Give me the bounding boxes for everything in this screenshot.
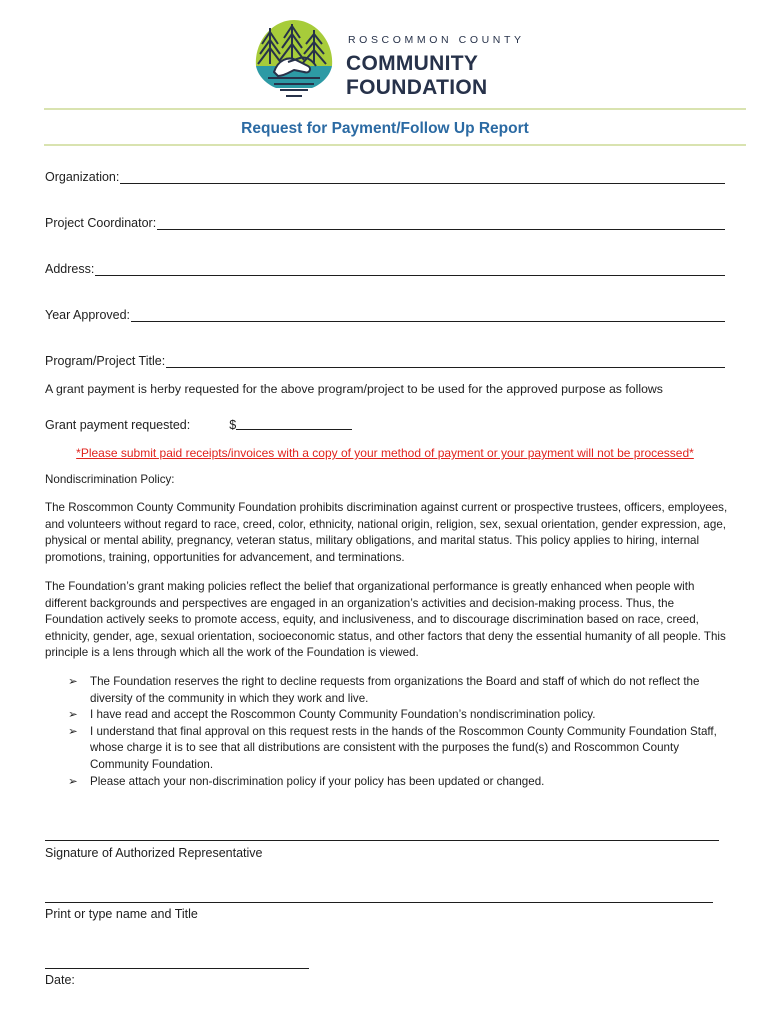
policy-heading: Nondiscrimination Policy: [45, 473, 175, 486]
program-title-input-line[interactable] [166, 355, 725, 368]
foundation-logo [248, 14, 528, 100]
request-statement: A grant payment is herby requested for the above program/project to be used for the approved purpose as follows [45, 382, 663, 396]
grant-payment-row [45, 417, 352, 432]
coordinator-label: Project Coordinator: [45, 216, 157, 230]
print-name-label: Print or type name and Title [45, 907, 198, 921]
arrow-bullet-icon: ➢ [68, 708, 78, 722]
signature-label: Signature of Authorized Representative [45, 846, 263, 860]
organization-input-line[interactable] [120, 171, 725, 184]
arrow-bullet-icon: ➢ [68, 724, 78, 738]
bullet-text: Please attach your non-discrimination policy if your policy has been updated or changed. [90, 774, 545, 788]
address-input-line[interactable] [95, 263, 725, 276]
policy-paragraph-2: The Foundation’s grant making policies reflect the belief that organizational performance is greatly enhanced when people with different backgrounds and perspectives are engaged in an organization’s activities and decision-making process. Thus, the Foundation actively seeks to promote access, equity, and inclusiveness, and to discourage discrimination based on race, creed, ethnicity, gender, age, sexual orientation, socioeconomic status, and other factors that deny the essential humanity of all people. This principle is a lens through which all the work of the Foundation is viewed. [45, 580, 726, 660]
organization-field[interactable] [45, 170, 725, 184]
title-rule-bottom [44, 144, 746, 146]
program-title-label: Program/Project Title: [45, 354, 166, 368]
organization-label: Organization: [45, 170, 120, 184]
logo-county-text: ROSCOMMON COUNTY [348, 34, 525, 46]
year-approved-input-line[interactable] [131, 309, 725, 322]
print-name-line[interactable] [45, 902, 713, 903]
year-approved-field[interactable] [45, 308, 725, 322]
coordinator-field[interactable] [45, 216, 725, 230]
year-approved-label: Year Approved: [45, 308, 131, 322]
logo-foundation-text: FOUNDATION [346, 76, 488, 99]
grant-amount-line[interactable] [236, 417, 352, 430]
logo-community-text: COMMUNITY [346, 52, 479, 75]
list-item [68, 774, 728, 791]
grant-dollar-sign: $ [229, 418, 237, 432]
list-item [68, 674, 728, 707]
signature-line[interactable] [45, 840, 719, 841]
coordinator-input-line[interactable] [157, 217, 725, 230]
grant-payment-label: Grant payment requested: [45, 418, 191, 432]
bullet-text: I understand that final approval on this request rests in the hands of the Roscommon County Community Foundation Staff, whose charge it is to see that all distributions are consistent with the purposes the fund(s) and Roscommon County Community Foundation. [90, 724, 717, 771]
logo-emblem-icon [248, 14, 340, 100]
arrow-bullet-icon: ➢ [68, 774, 78, 788]
arrow-bullet-icon: ➢ [68, 675, 78, 688]
program-title-field[interactable] [45, 354, 725, 368]
receipts-notice: *Please submit paid receipts/invoices with a copy of your method of payment or your payment will not be processed* [76, 446, 694, 460]
list-item [68, 724, 728, 774]
date-line[interactable] [45, 968, 309, 969]
page-title: Request for Payment/Follow Up Report [241, 120, 529, 137]
bullet-text: I have read and accept the Roscommon County Community Foundation’s nondiscrimination policy. [90, 708, 596, 722]
date-label: Date: [45, 973, 75, 987]
policy-paragraph-1: The Roscommon County Community Foundation prohibits discrimination against current or prospective trustees, officers, employees, and volunteers without regard to race, creed, color, ethnicity, national origin, religion, sex, sexual orientation, gender expression, age, physical or mental ability, pregnancy, veteran status, military obligations, and marital status. This policy applies to hiring, internal promotions, training, opportunities for advancement, and terminations. [45, 501, 728, 564]
address-field[interactable] [45, 262, 725, 276]
list-item [68, 707, 728, 724]
address-label: Address: [45, 262, 95, 276]
title-rule-top [44, 108, 746, 110]
policy-bullet-list [68, 674, 728, 790]
bullet-text: The Foundation reserves the right to decline requests from organizations the Board and staff of which do not reflect the diversity of the community in which they work and live. [90, 675, 700, 705]
